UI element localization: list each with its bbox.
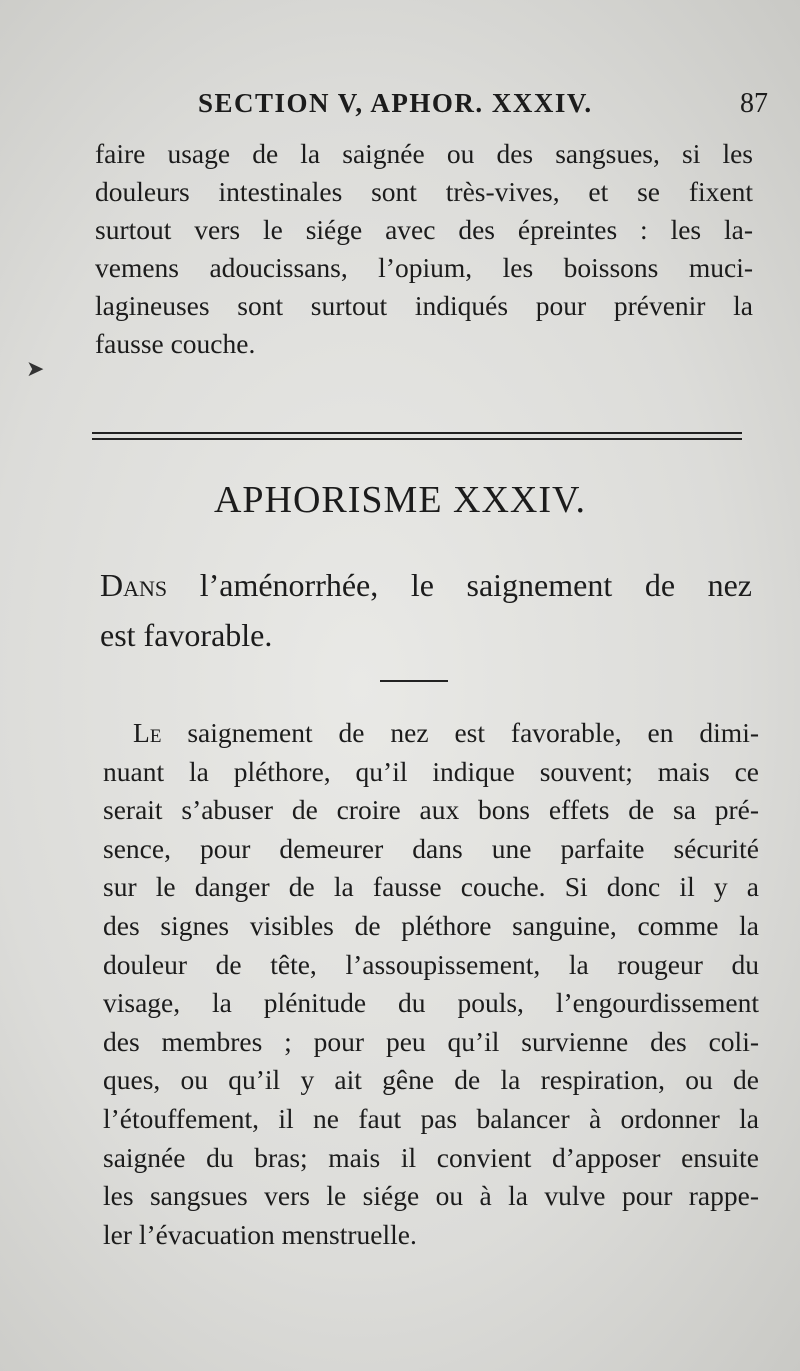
text-line: les sangsues vers le siége ou à la vulve pour rappe-: [103, 1180, 759, 1212]
aphorism-line: [100, 560, 752, 610]
text-line: faire usage de la saignée ou des sangsues, si les: [95, 138, 753, 169]
text-line: vemens adoucissans, l’opium, les boissons muci-: [95, 252, 753, 283]
page-number: 87: [740, 88, 768, 119]
commentary-first-word-rest: e: [149, 717, 162, 748]
text-line: douleurs intestinales sont très-vives, et se fixent: [95, 176, 753, 207]
text-line: ler l’évacuation menstruelle.: [103, 1218, 417, 1250]
margin-arrow-mark: ➤: [26, 356, 45, 381]
commentary-line-text: saignement de nez est favorable, en dimi-: [161, 717, 759, 748]
continued-paragraph: [95, 135, 753, 363]
aphorism-line: est favorable.: [100, 617, 273, 653]
text-line: surtout vers le siége avec des épreintes : les la-: [95, 214, 753, 245]
text-line: l’étouffement, il ne faut pas balancer à ordonner la: [103, 1102, 759, 1134]
aphorism-line-text: l’aménorrhée, le saignement de nez: [167, 567, 752, 603]
text-line: nuant la pléthore, qu’il indique souvent; mais ce: [103, 755, 759, 787]
text-line: saignée du bras; mais il convient d’apposer ensuite: [103, 1141, 759, 1173]
text-line: des signes visibles de pléthore sanguine, comme la: [103, 909, 759, 941]
short-rule-divider: [380, 680, 448, 682]
text-line: serait s’abuser de croire aux bons effets de sa pré-: [103, 794, 759, 826]
text-line: fausse couche.: [95, 328, 256, 359]
running-head: SECTION V, APHOR. XXXIV.: [198, 88, 593, 118]
commentary-dropcap: L: [133, 717, 150, 748]
text-line: ques, ou qu’il y ait gêne de la respiration, ou de: [103, 1064, 759, 1096]
text-line: douleur de tête, l’assoupissement, la rougeur du: [103, 948, 759, 980]
aphorism-dropcap: D: [100, 567, 124, 603]
aphorism-title: APHORISME XXXIV.: [213, 479, 587, 521]
aphorism-first-word-rest: ans: [123, 567, 168, 603]
double-rule-divider: [92, 432, 742, 440]
aphorism-text: [100, 560, 752, 660]
text-line: sence, pour demeurer dans une parfaite sécurité: [103, 832, 759, 864]
text-line: visage, la plénitude du pouls, l’engourdissement: [103, 987, 759, 1019]
page-header: [198, 88, 768, 138]
text-line: [103, 714, 759, 753]
text-line: lagineuses sont surtout indiqués pour prévenir la: [95, 290, 753, 321]
text-line: des membres ; pour peu qu’il survienne des coli-: [103, 1025, 759, 1057]
text-line: sur le danger de la fausse couche. Si donc il y a: [103, 871, 759, 903]
commentary-paragraph: [103, 714, 759, 1254]
